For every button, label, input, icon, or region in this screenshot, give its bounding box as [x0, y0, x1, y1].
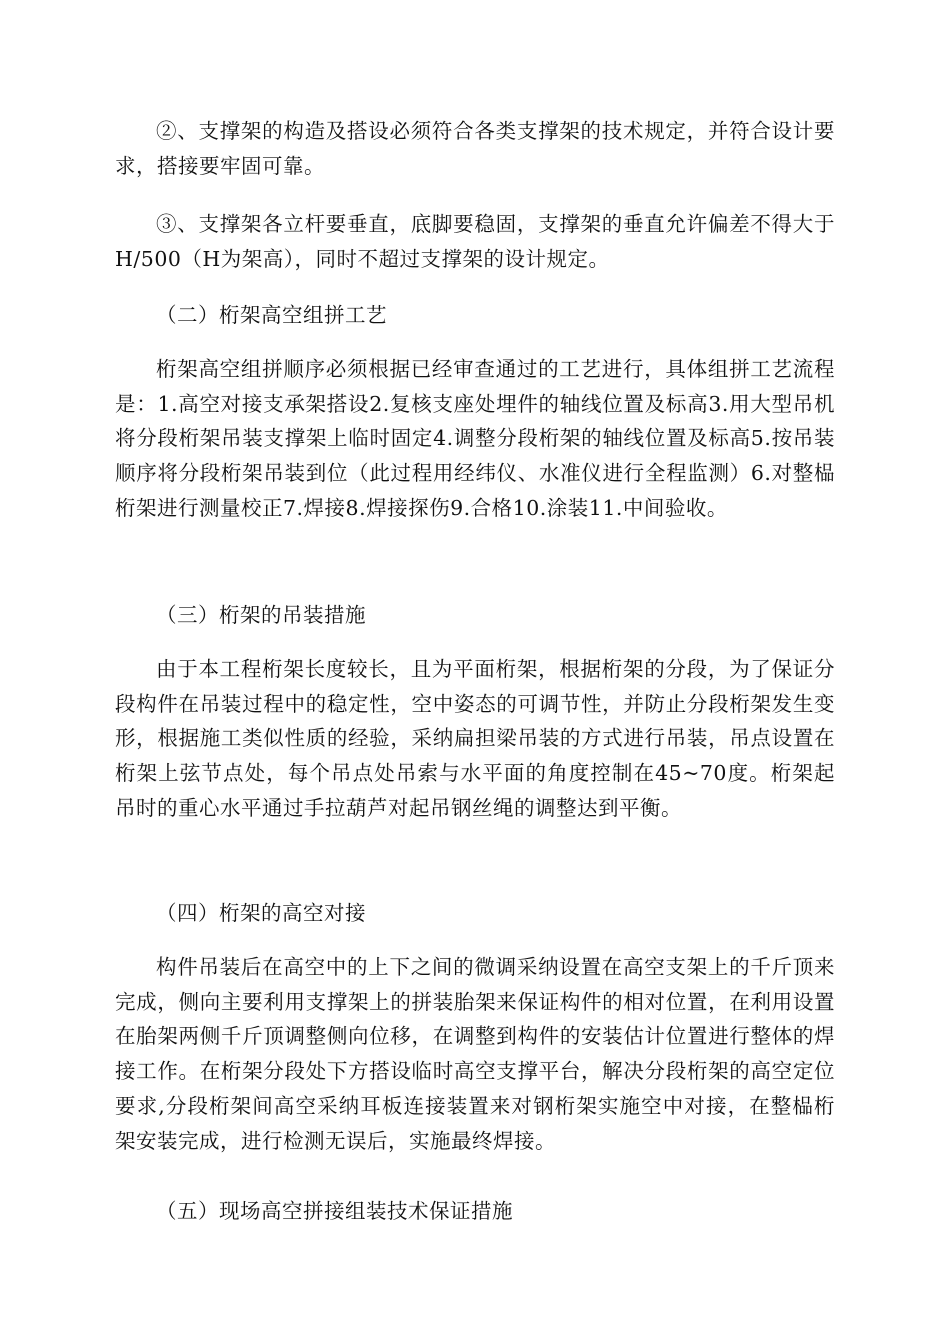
paragraph-truss-lifting-measures: 由于本工程桁架长度较长，且为平面桁架，根据桁架的分段，为了保证分段构件在吊装过程中的稳定性，空中姿态的可调节性，并防止分段桁架发生变形，根据施工类似性质的经验，采纳扁担梁吊装的方式进行吊装，吊点设置在桁架上弦节点处，每个吊点处吊索与水平面的角度控制在45~70度。桁架起吊时的重心水平通过手拉葫芦对起吊钢丝绳的调整达到平衡。 [115, 657, 835, 820]
paragraph-support-frame-vertical: ③、支撑架各立杆要垂直，底脚要稳固，支撑架的垂直允许偏差不得大于H/500（H为架高），同时不超过支撑架的设计规定。 [115, 212, 835, 271]
section-heading-onsite-splicing: （五）现场高空拼接组装技术保证措施 [156, 1199, 513, 1223]
paragraph-truss-docking: 构件吊装后在高空中的上下之间的微调采纳设置在高空支架上的千斤顶来完成，侧向主要利用支撑架上的拼装胎架来保证构件的相对位置，在利用设置在胎架两侧千斤顶调整侧向位移，在调整到构件的安装估计位置进行整体的焊接工作。在桁架分段处下方搭设临时高空支撑平台，解决分段桁架的高空定位要求,分段桁架间高空采纳耳板连接装置来对钢桁架实施空中对接，在整榀桁架安装完成，进行检测无误后，实施最终焊接。 [115, 955, 835, 1153]
paragraph-support-frame-construction: ②、支撑架的构造及搭设必须符合各类支撑架的技术规定，并符合设计要求，搭接要牢固可靠。 [115, 119, 835, 178]
section-heading-truss-lifting: （三）桁架的吊装措施 [156, 603, 366, 627]
section-heading-truss-assembly: （二）桁架高空组拼工艺 [156, 303, 387, 327]
paragraph-truss-assembly-process: 桁架高空组拼顺序必须根据已经审查通过的工艺进行，具体组拼工艺流程是：1.高空对接支承架搭设2.复核支座处埋件的轴线位置及标高3.用大型吊机将分段桁架吊装支撑架上临时固定4.调整分段桁架的轴线位置及标高5.按吊装顺序将分段桁架吊装到位（此过程用经纬仪、水准仪进行全程监测）6.对整榀桁架进行测量校正7.焊接8.焊接探伤9.合格10.涂装11.中间验收。 [115, 357, 835, 520]
section-heading-truss-docking: （四）桁架的高空对接 [156, 901, 366, 925]
